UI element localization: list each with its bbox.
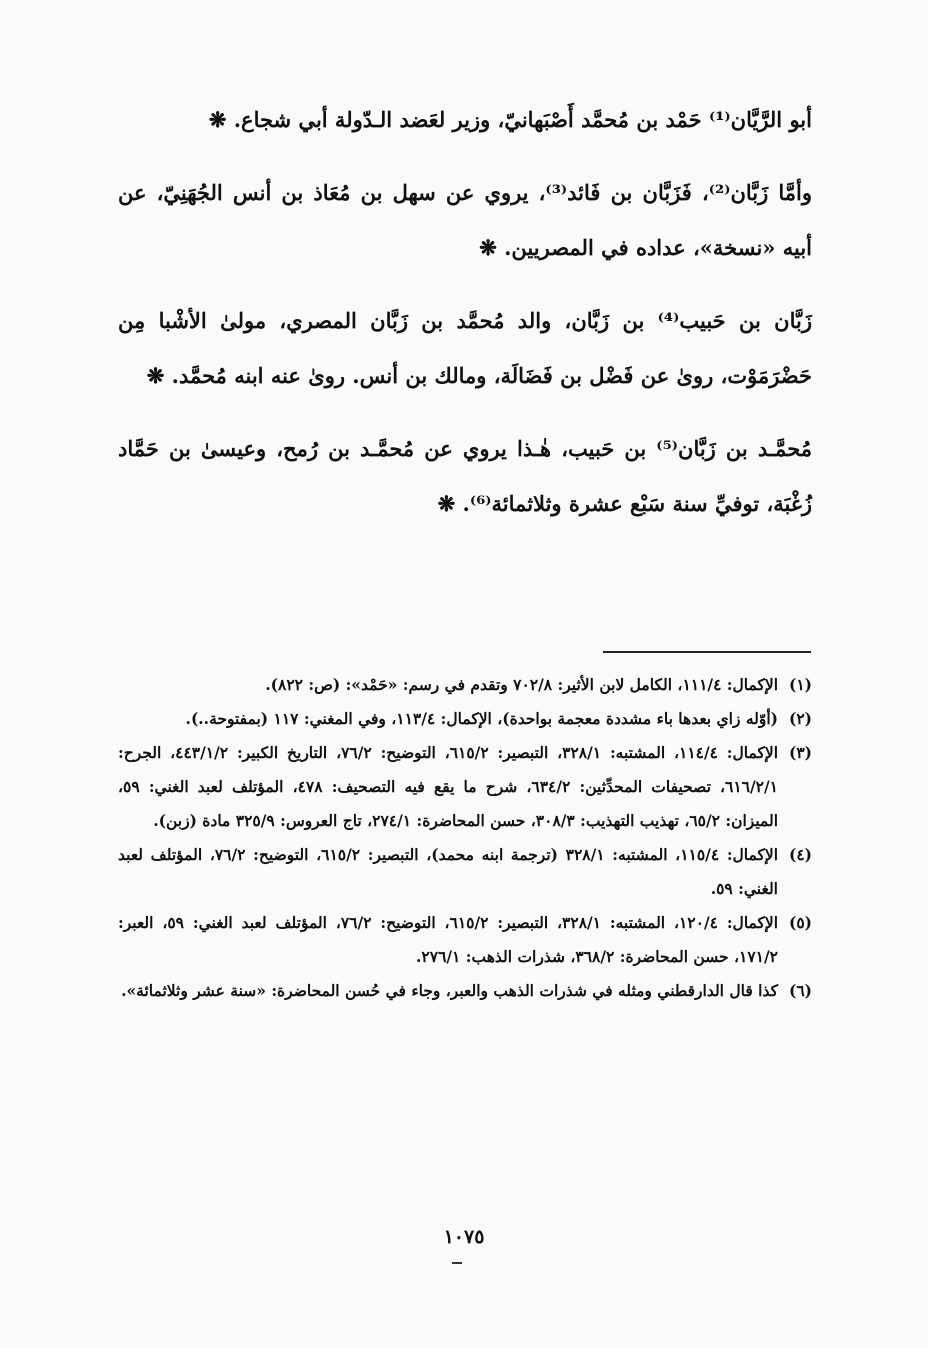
footnote-number: (٥) bbox=[788, 913, 812, 932]
footnote-text: (أوّله زاي بعدها باء مشددة معجمة بواحدة)، الإكمال: ١١٣/٤، وفي المغني: ١١٧ (بمفتوحة..). bbox=[185, 709, 778, 728]
entry-zabban-bin-habib: زَبَّان بن حَبيب⁽⁴⁾ بن زَبَّان، والد مُحمَّد بن زَبَّان المصري، مولىٰ الأشْبا مِن حَضْرَمَوْت، روىٰ عن فَضْل بن فَضَالَة، ومالك بن أنس. روىٰ عنه ابنه مُحمَّد. ❋ bbox=[118, 308, 812, 388]
entry-zabban-intro: وأمَّا زَبَّان⁽²⁾، فَزَبَّان بن فَائد⁽³⁾، يروي عن سهل بن مُعَاذ بن أنس الجُهَنِيّ، عن أبيه «نسخة»، عداده في المصريين. ❋ bbox=[118, 180, 812, 260]
footnote-number: (٣) bbox=[788, 743, 812, 762]
footnote-text: الإكمال: ١٢٠/٤، المشتبه: ٣٢٨/١، التبصير: ٦١٥/٢، التوضيح: ٧٦/٢، المؤتلف لعبد الغني: ٥٩، العبر: ١٧١/٢، حسن المحاضرة: ٣٦٨/٢، شذرات الذهب: ٢٧٦/١. bbox=[118, 913, 779, 966]
entry-abu-al-rayyan: أبو الرَّيَّان⁽¹⁾ حَمْد بن مُحمَّد أَصْبَهانيّ، وزير لعَضد الـدّولة أبي شجاع. ❋ bbox=[208, 107, 812, 132]
footnote-number: (١) bbox=[788, 675, 812, 694]
footnote bbox=[118, 702, 812, 736]
footnote-text: الإكمال: ١١٥/٤، المشتبه: ٣٢٨/١ (ترجمة ابنه محمد)، التبصير: ٦١٥/٢، التوضيح: ٧٦/٢، المؤتلف لعبد الغني: ٥٩. bbox=[118, 845, 779, 898]
footnote-number: (٢) bbox=[788, 709, 812, 728]
footnote bbox=[118, 838, 812, 906]
footnote-separator bbox=[603, 651, 811, 653]
footnote-number: (٤) bbox=[788, 845, 812, 864]
footnote bbox=[118, 736, 812, 838]
page-number-dash bbox=[452, 1262, 462, 1264]
footnote bbox=[118, 906, 812, 974]
main-text bbox=[118, 92, 812, 549]
page-number: ١٠٧٥ bbox=[443, 1226, 485, 1248]
footnote bbox=[118, 668, 812, 702]
footnote-text: الإكمال: ١١١/٤، الكامل لابن الأثير: ٧٠٢/٨ وتقدم في رسم: «حَمْد»: (ص: ٨٢٢). bbox=[265, 675, 778, 694]
footnote-text: كذا قال الدارقطني ومثله في شذرات الذهب والعبر، وجاء في حُسن المحاضرة: «سنة عشر وثلاثمائة». bbox=[121, 981, 778, 1000]
footnote-text: الإكمال: ١١٤/٤، المشتبه: ٣٢٨/١، التبصير: ٦١٥/٢، التوضيح: ٧٦/٢، التاريخ الكبير: ٤٤٣/١/٢، الجرح: ٦١٦/٢/١، تصحيفات المحدِّثين: ٦٣٤/٢، شرح ما يقع فيه التصحيف: ٤٧٨، المؤتلف لعبد الغني: ٥٩، الميزان: ٦٥/٢، تهذيب التهذيب: ٣٠٨/٣، حسن المحاضرة: ٢٧٤/١، تاج العروس: ٣٢٥/٩ مادة (زبن). bbox=[118, 743, 779, 830]
footnote bbox=[118, 974, 812, 1008]
footnote-number: (٦) bbox=[788, 981, 812, 1000]
entry-muhammad-bin-zabban: مُحمَّـد بن زَبَّان⁽⁵⁾ بن حَبيب، هٰـذا يروي عن مُحمَّـد بن رُمح، وعيسىٰ بن حَمَّاد زُغْبَة، توفيِّ سنة سَبْع عشرة وثلاثمائة⁽⁶⁾. ❋ bbox=[118, 436, 812, 516]
footnotes bbox=[118, 668, 812, 1008]
